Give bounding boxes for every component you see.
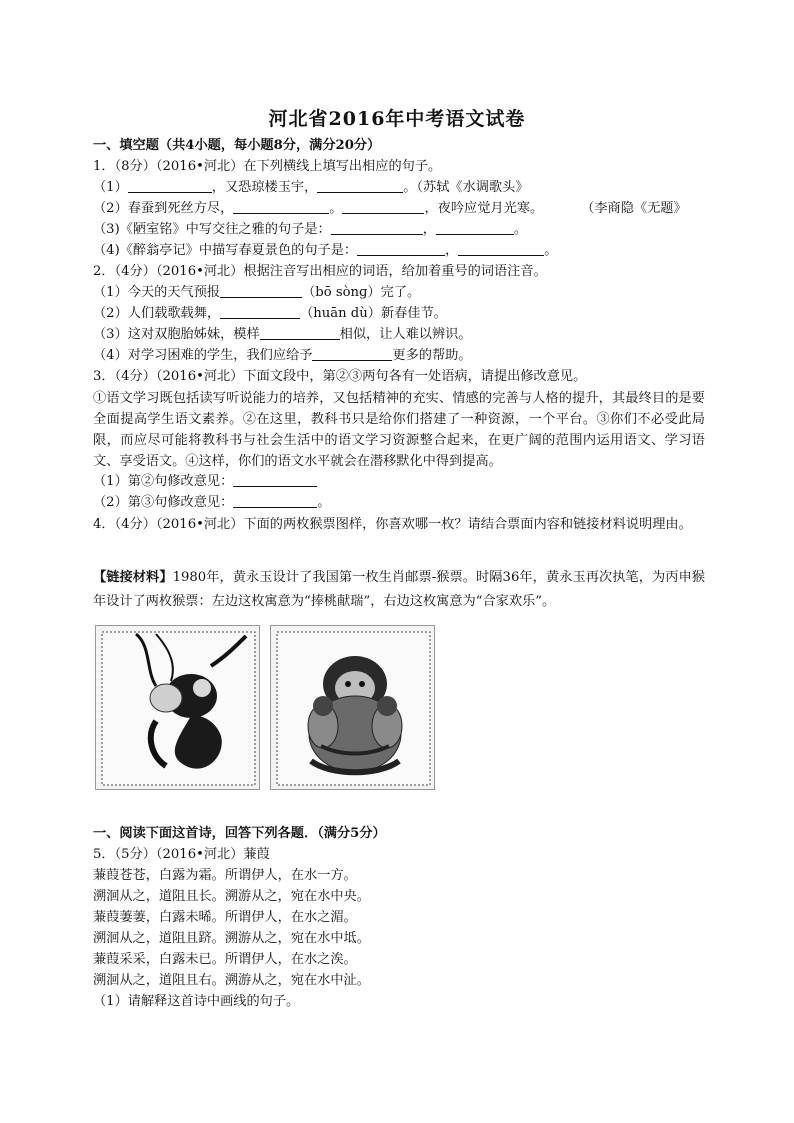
q1-item-4-punct: ， — [445, 243, 459, 258]
q5-stem: 5．（5分）（2016•河北）蒹葭 — [93, 847, 270, 862]
q2-item-3-text: （3）这对双胞胎姊妹，模样 — [93, 327, 260, 342]
left-monkey-stamp — [95, 625, 260, 790]
answer-blank[interactable] — [357, 241, 445, 256]
q4-material-label: 【链接材料】 — [93, 570, 173, 585]
q1-item-4 — [93, 241, 557, 261]
answer-blank[interactable] — [436, 220, 514, 235]
q1-item-3-text: （3)《陋室铭》中写交往之雅的句子是： — [93, 222, 331, 237]
right-stamp-art — [271, 626, 436, 791]
answer-blank[interactable] — [458, 241, 544, 256]
q2-stem: 2．（4分）（2016•河北）根据注音写出相应的词语，给加着重号的词语注音。 — [93, 264, 547, 279]
q2-item-3 — [93, 325, 472, 345]
q3-stem: 3．（4分）（2016•河北）下面文段中，第②③两句各有一处语病，请提出修改意见。 — [93, 369, 587, 384]
q2-item-1-text: （1）今天的天气预报 — [93, 285, 221, 300]
answer-blank[interactable] — [220, 304, 300, 319]
q1-item-1-text: ，又恐琼楼玉宇， — [211, 180, 318, 195]
answer-blank[interactable] — [233, 199, 329, 214]
poem-line: 蒹葭采采，白露未已。所谓伊人，在水之涘。 — [93, 952, 357, 967]
q1-item-4-end: 。 — [544, 243, 558, 258]
q1-item-1-source: 。（苏轼《水调歌头》 — [403, 180, 529, 195]
answer-blank[interactable] — [331, 220, 423, 235]
q1-item-2 — [93, 199, 687, 219]
answer-blank[interactable] — [312, 346, 392, 361]
poem-line: 蒹葭苍苍，白露为霜。所谓伊人，在水一方。 — [93, 868, 357, 883]
q3-passage: ①语文学习既包括读写听说能力的培养，又包括精神的充实、情感的完善与人格的提升，其最终目的是要全面提高学生语文素养。②在这里，教科书只是给你们搭建了一种资源，一个平台。③你们不必受此局限，而应尽可能将教科书与社会生活中的语文学习资源整合起来，在更广阔的范围内运用语文、学习语文、享受语文。④这样，你们的语文水平就会在潜移默化中得到提高。 — [93, 391, 705, 469]
q3-answer-2 — [93, 493, 330, 513]
answer-blank[interactable] — [233, 493, 317, 508]
q2-item-4-text: （4）对学习困难的学生，我们应给予 — [93, 348, 313, 363]
poem-line: 溯洄从之，道阻且长。溯游从之，宛在水中央。 — [93, 889, 370, 904]
q3-answer-2-label: （2）第③句修改意见： — [93, 495, 234, 510]
page-title: 河北省2016年中考语文试卷 — [268, 108, 526, 130]
q1-item-2-text: （2）春蚕到死丝方尽， — [93, 201, 234, 216]
q2-item-3-text-2: 相似，让人难以辨识。 — [339, 327, 472, 342]
q5-sub-question-1: （1）请解释这首诗中画线的句子。 — [93, 994, 300, 1009]
q4-stem: 4．（4分）（2016•河北）下面的两枚猴票图样，你喜欢哪一枚？请结合票面内容和链接材料说明理由。 — [93, 517, 692, 532]
q1-item-3-punct: ， — [422, 222, 436, 237]
q1-item-4-text: （4)《醉翁亭记》中描写春夏景色的句子是： — [93, 243, 358, 258]
q2-item-4-text-2: 更多的帮助。 — [392, 348, 472, 363]
q4-material — [93, 566, 705, 614]
answer-blank[interactable] — [342, 199, 424, 214]
q1-item-2-source: （李商隐《无题》 — [581, 201, 687, 216]
poem-line: 溯洄从之，道阻且右。溯游从之，宛在水中沚。 — [93, 973, 370, 988]
q4-material-text: 1980年，黄永玉设计了我国第一枚生肖邮票-猴票。时隔36年，黄永玉再次执笔，为丙申猴年设计了两枚猴票：左边这枚寓意为“捧桃献瑞”，右边这枚寓意为“合家欢乐”。 — [93, 570, 706, 609]
section-1-heading: 一、填空题（共4小题，每小题8分，满分20分） — [93, 138, 381, 153]
right-monkey-stamp — [270, 625, 435, 790]
q2-item-2-text: （2）人们载歌载舞， — [93, 306, 221, 321]
q2-item-1-pinyin: （bō sònɡ）完了。 — [302, 285, 421, 300]
q2-item-2 — [93, 304, 447, 324]
answer-blank[interactable] — [317, 178, 403, 193]
answer-blank[interactable] — [220, 283, 302, 298]
answer-blank[interactable] — [260, 325, 340, 340]
q1-item-2-punct: 。 — [329, 201, 343, 216]
left-stamp-art — [96, 626, 261, 791]
q3-answer-2-end: 。 — [317, 495, 331, 510]
answer-blank[interactable] — [233, 472, 317, 487]
q1-item-3-end: 。 — [513, 222, 528, 237]
q1-item-3 — [93, 220, 527, 240]
q1-stem: 1．（8分）（2016•河北）在下列横线上填写出相应的句子。 — [93, 159, 442, 174]
q2-item-1 — [93, 283, 420, 303]
q2-item-4 — [93, 346, 472, 366]
q1-item-2-text-2: ，夜吟应觉月光寒。 — [424, 201, 544, 216]
section-2-heading: 一、阅读下面这首诗，回答下列各题．（满分5分） — [93, 826, 386, 841]
poem-line: 溯洄从之，道阻且跻。溯游从之，宛在水中坻。 — [93, 931, 370, 946]
q2-item-2-pinyin: （huān dù）新春佳节。 — [300, 306, 447, 321]
q3-answer-1 — [93, 472, 317, 492]
q1-item-1-num: （1） — [93, 180, 128, 195]
q1-item-1 — [93, 178, 529, 198]
q3-answer-1-label: （1）第②句修改意见： — [93, 474, 234, 489]
answer-blank[interactable] — [128, 178, 212, 193]
poem-line: 蒹葭萋萋，白露未晞。所谓伊人，在水之湄。 — [93, 910, 357, 925]
